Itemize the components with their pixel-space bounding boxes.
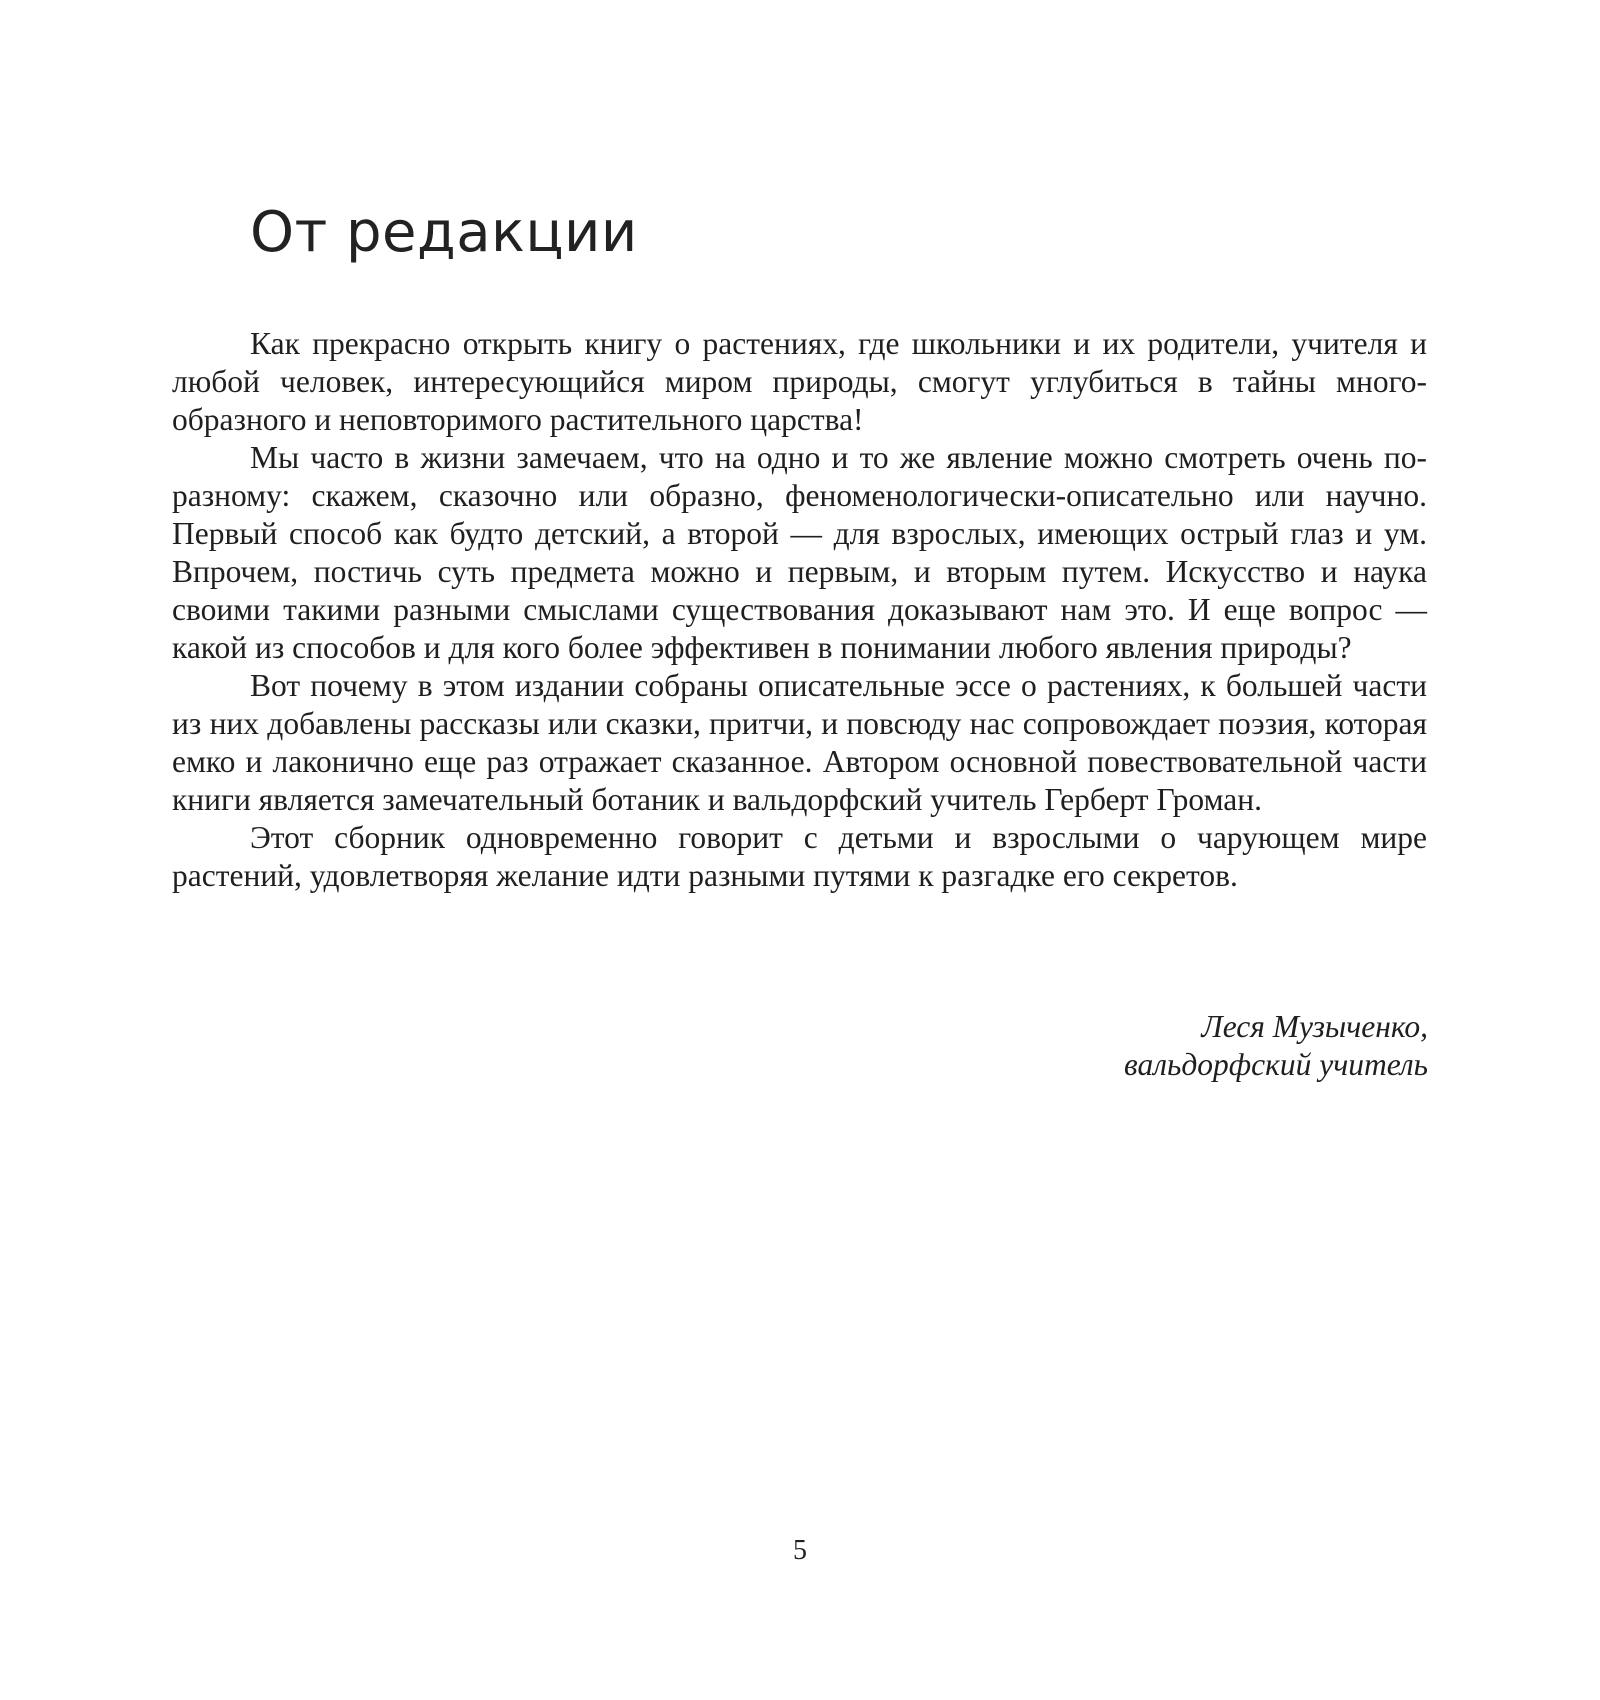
signature	[1124, 1008, 1428, 1084]
body-text	[172, 325, 1427, 895]
signature-role: вальдорфский учитель	[1124, 1047, 1428, 1082]
paragraph-1: Как прекрасно открыть книгу о растениях, где школьники и их родители, учителя и любой человек, интересующийся миром природы, смогут углубиться в тайны многообразного и неповторимого растительного царства!	[172, 326, 1427, 437]
paragraph-2: Мы часто в жизни замечаем, что на одно и то же явление можно смотреть очень по-разному: скажем, сказочно или образно, феноменологически-описательно или научно. Первый способ как будто детский, а второй — для взрослых, имеющих острый глаз и ум. Впрочем, постичь суть предмета можно и первым, и вторым путем. Искусство и наука своими такими разными смыслами существования доказывают нам это. И еще вопрос — какой из способов и для кого более эффективен в понимании любого явления природы?	[172, 440, 1427, 665]
page-title: От редакции	[250, 200, 638, 265]
signature-name: Леся Музыченко,	[1201, 1009, 1428, 1044]
paragraph-3: Вот почему в этом издании собраны описательные эссе о растениях, к большей части из них добавлены рассказы или сказки, притчи, и повсюду нас сопровождает поэзия, которая емко и лаконично еще раз отражает сказанное. Автором основной повествовательной части книги является замечательный ботаник и вальдорфский учитель Герберт Громан.	[172, 668, 1427, 817]
page-number: 5	[793, 1535, 807, 1566]
paragraph-4: Этот сборник одновременно говорит с детьми и взрослыми о чарующем мире растений, удовлетворяя желание идти разными путями к разгадке его секретов.	[172, 820, 1427, 893]
